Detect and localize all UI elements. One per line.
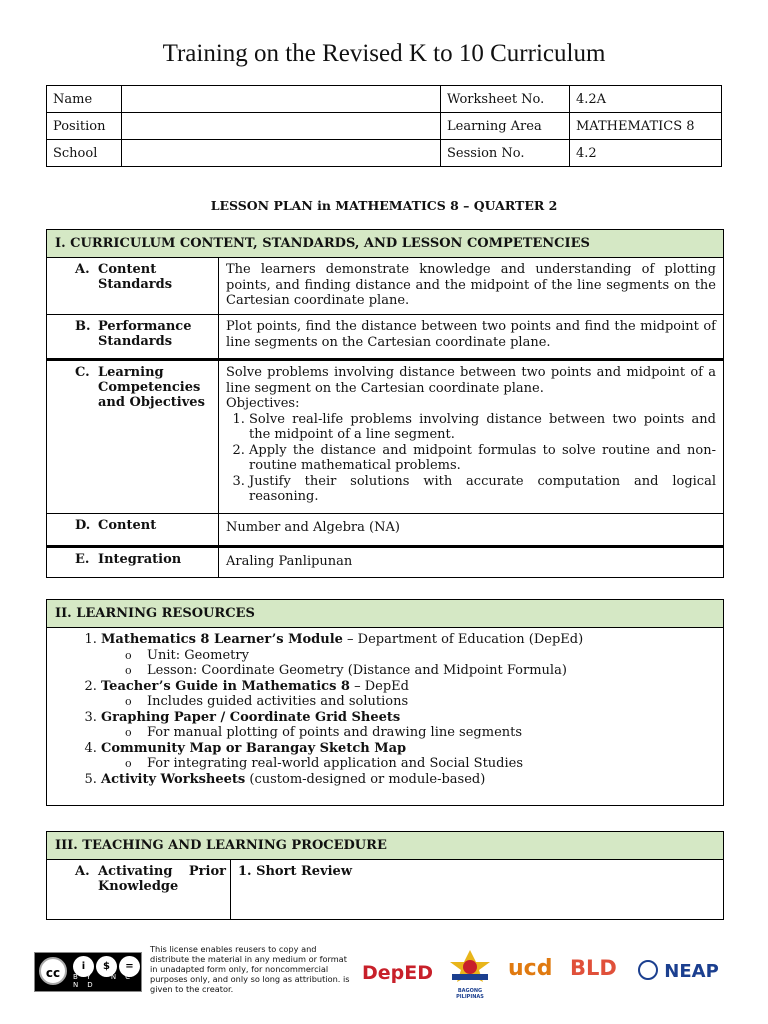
worksheet-value: 4.2A bbox=[570, 86, 722, 113]
list-item: 5. Activity Worksheets (custom-designed or module-based) bbox=[101, 772, 723, 788]
competency-text: Solve problems involving distance between two points and midpoint of a line segment on the Cartesian coordinate plane. bbox=[226, 365, 716, 396]
name-field[interactable] bbox=[122, 86, 441, 113]
list-item: o Unit: Geometry bbox=[147, 648, 723, 664]
bagong-pilipinas-logo: BAGONG PILIPINAS bbox=[446, 948, 494, 1000]
objectives-label: Objectives: bbox=[226, 396, 300, 411]
list-item: o Includes guided activities and solutions bbox=[147, 694, 723, 710]
worksheet-label: Worksheet No. bbox=[441, 86, 570, 113]
learning-area-value: MATHEMATICS 8 bbox=[570, 113, 722, 140]
section-heading: II. LEARNING RESOURCES bbox=[47, 600, 723, 628]
list-item: 4. Community Map or Barangay Sketch Map o For integrating real-world application and Social Studies bbox=[101, 741, 723, 772]
document-title: Training on the Revised K to 10 Curriculum bbox=[162, 40, 606, 67]
row-learning-competencies bbox=[47, 358, 723, 513]
learning-area-label: Learning Area bbox=[441, 113, 570, 140]
position-label: Position bbox=[47, 113, 122, 140]
ucd-logo: ucd bbox=[508, 956, 553, 981]
table-row bbox=[47, 113, 722, 140]
row-value: Araling Panlipunan bbox=[226, 554, 353, 569]
row-label: D. Content bbox=[47, 514, 219, 545]
session-label: Session No. bbox=[441, 140, 570, 167]
row-label: E. Integration bbox=[47, 548, 219, 577]
cc-tags: BY NC ND bbox=[73, 973, 140, 989]
table-row bbox=[47, 140, 722, 167]
footer bbox=[34, 940, 734, 1000]
school-label: School bbox=[47, 140, 122, 167]
row-activating-prior-knowledge bbox=[47, 860, 723, 919]
row-value: Plot points, find the distance between two points and find the midpoint of line segments on the Cartesian coordinate plane. bbox=[226, 319, 716, 350]
neap-logo: NEAP bbox=[638, 960, 719, 982]
neap-seal-icon bbox=[638, 960, 658, 980]
section-heading: III. TEACHING AND LEARNING PROCEDURE bbox=[47, 832, 723, 860]
license-text: This license enables reusers to copy and distribute the material in any medium or format in unadapted form only, for noncommercial purposes only, and only so long as attribution. is given to the creator. bbox=[150, 944, 350, 994]
list-item: 3. Graphing Paper / Coordinate Grid Sheets o For manual plotting of points and drawing line segments bbox=[101, 710, 723, 741]
noncommercial-icon: $ bbox=[96, 956, 117, 977]
row-value: Number and Algebra (NA) bbox=[226, 520, 400, 535]
section-curriculum bbox=[46, 229, 724, 578]
list-item: 2. Teacher’s Guide in Mathematics 8 – DepEd o Includes guided activities and solutions bbox=[101, 679, 723, 710]
row-label: A. Activating Prior Knowledge bbox=[47, 860, 231, 919]
attribution-icon: i bbox=[73, 956, 94, 977]
row-value: The learners demonstrate knowledge and understanding of plotting points, and finding distance and the midpoint of the line segments on the Cartesian coordinate plane. bbox=[226, 262, 716, 308]
header-table bbox=[46, 85, 722, 167]
list-item: o For manual plotting of points and drawing line segments bbox=[147, 725, 723, 741]
position-field[interactable] bbox=[122, 113, 441, 140]
name-label: Name bbox=[47, 86, 122, 113]
row-value bbox=[219, 361, 723, 513]
row-label: A. Content Standards bbox=[47, 258, 219, 314]
row-label: B. Performance Standards bbox=[47, 315, 219, 358]
deped-logo: DepED bbox=[362, 962, 434, 984]
lesson-plan-title: LESSON PLAN in MATHEMATICS 8 – QUARTER 2 bbox=[210, 198, 558, 213]
bld-logo: BLD bbox=[570, 956, 617, 980]
row-performance-standards bbox=[47, 314, 723, 358]
session-value: 4.2 bbox=[570, 140, 722, 167]
list-item: 1. Solve real-life problems involving distance between two points and the midpoint of a line segment. bbox=[249, 412, 716, 443]
row-value: 1. Short Review bbox=[238, 864, 353, 879]
list-item: 2. Apply the distance and midpoint formulas to solve routine and non-routine mathematical problems. bbox=[249, 443, 716, 474]
row-content-standards bbox=[47, 258, 723, 314]
objectives-list bbox=[226, 412, 716, 505]
list-item: o Lesson: Coordinate Geometry (Distance and Midpoint Formula) bbox=[147, 663, 723, 679]
list-item: 1. Mathematics 8 Learner’s Module – Department of Education (DepEd) o Unit: Geometry o Lesson: Coordinate Geometry (Distance and Midpoint Formula) bbox=[101, 632, 723, 679]
section-learning-resources bbox=[46, 599, 724, 806]
resources-list bbox=[47, 628, 723, 805]
row-integration bbox=[47, 545, 723, 577]
cc-license-badge bbox=[34, 952, 142, 992]
list-item: 3. Justify their solutions with accurate computation and logical reasoning. bbox=[249, 474, 716, 505]
row-content bbox=[47, 513, 723, 545]
row-label: C. Learning Competencies and Objectives bbox=[47, 361, 219, 513]
noderivatives-icon: = bbox=[119, 956, 140, 977]
list-item: o For integrating real-world application and Social Studies bbox=[147, 756, 723, 772]
section-teaching-procedure bbox=[46, 831, 724, 920]
table-row bbox=[47, 86, 722, 113]
cc-icon: cc bbox=[39, 957, 67, 985]
section-heading: I. CURRICULUM CONTENT, STANDARDS, AND LESSON COMPETENCIES bbox=[47, 230, 723, 258]
school-field[interactable] bbox=[122, 140, 441, 167]
